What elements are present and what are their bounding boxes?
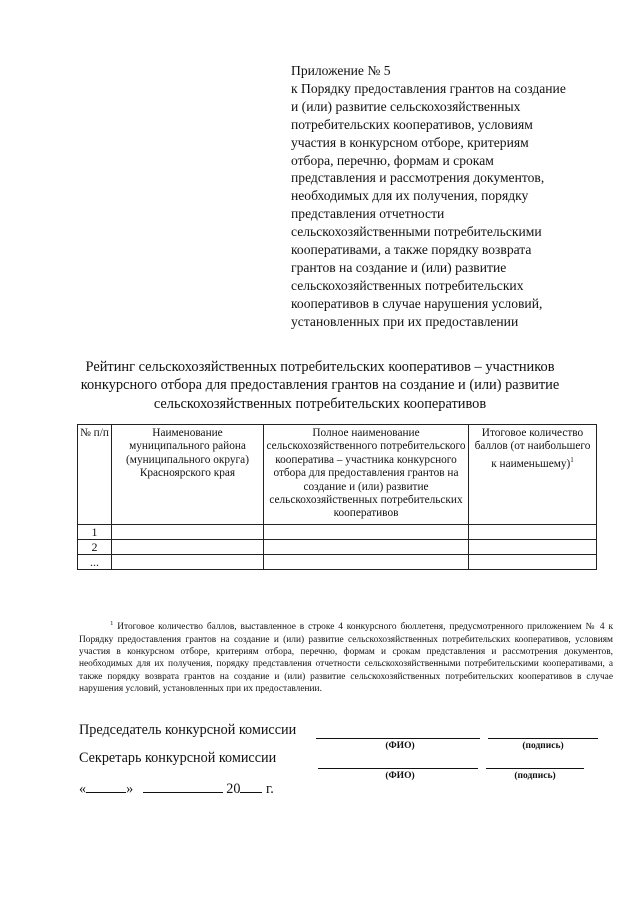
row-cooperative-cell[interactable]	[264, 539, 469, 554]
document-title	[40, 358, 600, 413]
appendix-line: представления и рассмотрения документов,	[291, 170, 545, 186]
date-open-quote: «	[79, 781, 87, 797]
table-row	[78, 539, 597, 554]
footnote-mark: 1	[570, 455, 574, 464]
table-header-row	[78, 425, 597, 525]
date-day-blank[interactable]	[86, 778, 126, 793]
date-year-suffix: г.	[266, 781, 274, 797]
footnote-text: Итоговое количество баллов, выставленное в строке 4 конкурсного бюллетеня, предусмотренного приложением № 4 к Порядку предоставления грантов на создание и (или) развитие сельскохозяйственных потребительских кооперативов, условиям участия в конкурсном отборе, критериям отбора, перечню, формам и срокам представления и рассмотрения документов, необходимых для их получения, порядку представления отчетности сельскохозяйственными потребительскими кооперативами, а также порядку возврата грантов на создание и (или) развитие сельскохозяйственных потребительских кооперативов в случае нарушения условий, установленных при их предоставлении.	[79, 622, 614, 695]
appendix-line: необходимых для их получения, порядку	[291, 188, 529, 204]
header-total-score: Итоговое количество баллов (от наибольшего к наименьшему)$^1$	[469, 425, 597, 525]
footnote-number: 1	[110, 620, 114, 627]
secretary-fio-line[interactable]	[318, 768, 478, 769]
date-line	[79, 778, 274, 798]
secretary-signature-caption: (подпись)	[514, 771, 556, 781]
appendix-line: кооперативами, а также порядку возврата	[291, 242, 532, 258]
chairman-label: Председатель конкурсной комиссии	[79, 722, 297, 738]
appendix-line: потребительских кооперативов, условиям	[291, 116, 533, 132]
date-month-blank[interactable]	[143, 778, 223, 793]
secretary-signature-line[interactable]	[486, 768, 584, 769]
chairman-signature-line[interactable]	[488, 738, 598, 739]
table-row	[78, 554, 597, 569]
table-row	[78, 524, 597, 539]
row-number: ...	[78, 554, 112, 569]
row-district-cell[interactable]	[112, 554, 264, 569]
appendix-line: и (или) развитие сельскохозяйственных	[291, 98, 521, 114]
chairman-fio-caption: (ФИО)	[385, 741, 415, 751]
header-district: Наименование муниципального района (муниципального округа) Красноярского края	[112, 425, 264, 525]
title-line: конкурсного отбора для предоставления грантов на создание и (или) развитие	[80, 377, 560, 394]
date-year-blank[interactable]	[240, 778, 262, 793]
appendix-line: кооперативов в случае нарушения условий,	[291, 295, 543, 311]
appendix-line: представления отчетности	[291, 206, 445, 222]
rating-table	[77, 424, 597, 570]
row-district-cell[interactable]	[112, 524, 264, 539]
appendix-line: сельскохозяйственных потребительских	[291, 277, 524, 293]
chairman-fio-line[interactable]	[316, 738, 480, 739]
row-cooperative-cell[interactable]	[264, 554, 469, 569]
date-close-quote: »	[126, 781, 134, 797]
header-cooperative-name: Полное наименование сельскохозяйственного потребительского кооператива – участника конкурсного отбора для предоставления грантов на создание и (или) развитие сельскохозяйственных потребительских кооперативов	[264, 425, 469, 525]
secretary-label: Секретарь конкурсной комиссии	[79, 750, 277, 766]
appendix-header	[291, 62, 621, 331]
header-number: № п/п	[78, 425, 112, 525]
row-number: 1	[78, 524, 112, 539]
row-district-cell[interactable]	[112, 539, 264, 554]
appendix-line: установленных при их предоставлении	[291, 313, 519, 329]
row-score-cell[interactable]	[469, 539, 597, 554]
row-cooperative-cell[interactable]	[264, 524, 469, 539]
row-score-cell[interactable]	[469, 554, 597, 569]
row-number: 2	[78, 539, 112, 554]
date-year-prefix: 20	[226, 781, 241, 797]
chairman-signature-caption: (подпись)	[522, 741, 564, 751]
appendix-line: отбора, перечню, формам и срокам	[291, 152, 494, 168]
row-score-cell[interactable]	[469, 524, 597, 539]
appendix-line: грантов на создание и (или) развитие	[291, 259, 507, 275]
appendix-line: сельскохозяйственными потребительскими	[291, 224, 542, 240]
appendix-line: Приложение № 5	[291, 63, 391, 78]
title-line: Рейтинг сельскохозяйственных потребительских кооперативов – участников	[85, 359, 555, 375]
secretary-fio-caption: (ФИО)	[385, 771, 415, 781]
appendix-line: к Порядку предоставления грантов на создание	[291, 80, 566, 96]
title-line: сельскохозяйственных потребительских кооперативов	[153, 395, 487, 412]
appendix-line: участия в конкурсном отборе, критериям	[291, 134, 529, 150]
footnote	[79, 618, 613, 696]
